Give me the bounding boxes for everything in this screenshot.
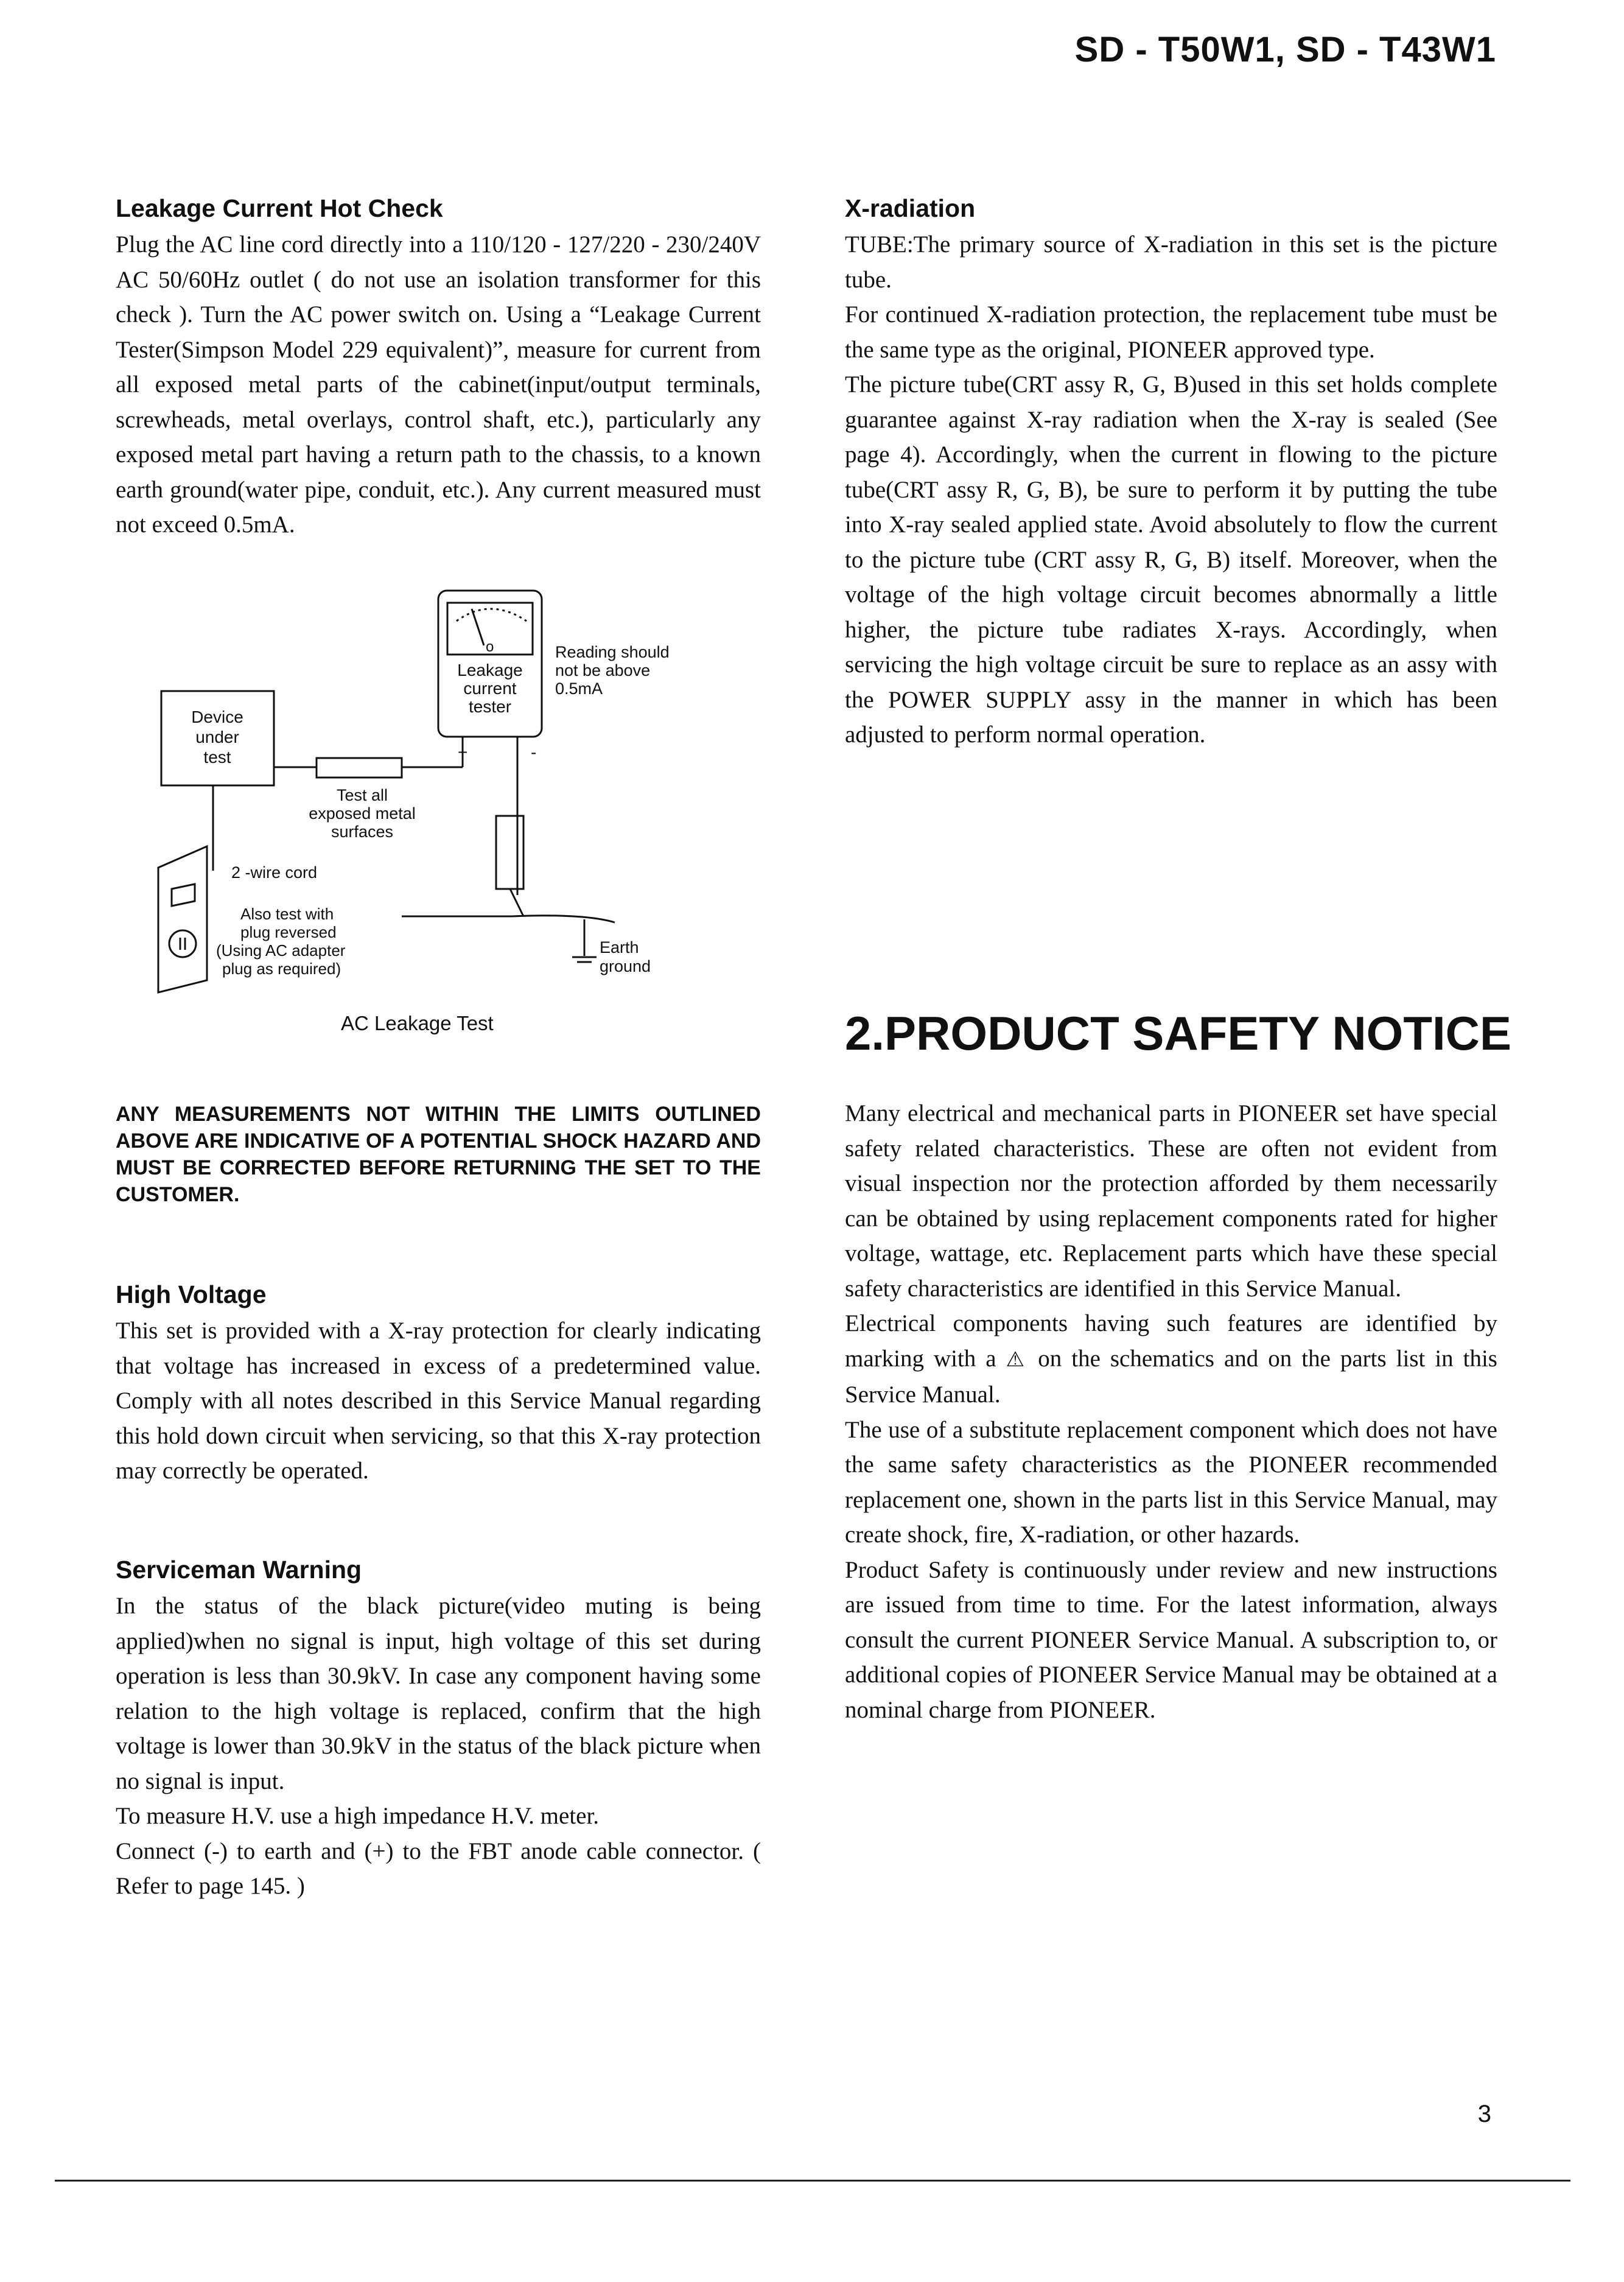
- reading-label-3: 0.5mA: [555, 679, 603, 698]
- product-safety-p2-a: Electrical components having such features are identified by marking with a: [845, 1310, 1497, 1372]
- xradiation-p2: For continued X-radiation protection, the replacement tube must be the same type as the original, PIONEER approved type.: [845, 301, 1497, 363]
- reading-label-1: Reading should: [555, 643, 670, 661]
- plus-label: +: [458, 743, 468, 762]
- measurement-warning: ANY MEASUREMENTS NOT WITHIN THE LIMITS OUTLINED ABOVE ARE INDICATIVE OF A POTENTIAL SHOCK HAZARD AND MUST BE CORRECTED BEFORE RETURNING THE SET TO THE CUSTOMER.: [116, 1103, 761, 1206]
- xradiation-p1: TUBE:The primary source of X-radiation in this set is the picture tube.: [845, 231, 1497, 293]
- tester-label-2: current: [463, 679, 517, 698]
- device-label-2: under: [195, 728, 239, 746]
- model-header: SD - T50W1, SD - T43W1: [1074, 30, 1496, 69]
- product-safety-title: 2.PRODUCT SAFETY NOTICE: [845, 1006, 1512, 1060]
- minus-label: -: [531, 743, 537, 762]
- serviceman-body-1: In the status of the black picture(video muting is being applied)when no signal is input, high voltage of this set during operation is less than 30.9kV. In case any component having some relation to the high voltage is replaced, confirm that the high voltage is lower than 30.9kV in the status of the black picture when no signal is input.: [116, 1593, 761, 1794]
- also-label-3: (Using AC adapter: [216, 941, 346, 960]
- product-safety-p3: The use of a substitute replacement component which does not have the same safety characteristics as the PIONEER recommended replacement one, shown in the parts list in this Service Manual, may create shock, fire, X-radiation, or other hazards.: [845, 1416, 1497, 1548]
- tester-label-1: Leakage: [457, 661, 523, 679]
- earth-label-1: Earth: [600, 938, 639, 957]
- serviceman-body-3: Connect (-) to earth and (+) to the FBT anode cable connector. ( Refer to page 145. ): [116, 1838, 761, 1900]
- xradiation-p3: The picture tube(CRT assy R, G, B)used in this set holds complete guarantee against X-ray radiation when the X-ray is sealed (See page 4). Accordingly, when the current in flowing to the picture tube(CRT assy R, G, B), be sure to perform it by putting the tube into X-ray sealed applied state. Avoid absolutely to flow the current to the picture tube (CRT assy R, G, B) itself. Moreover, when the voltage of the high voltage circuit becomes abnormally a little higher, the picture tube radiates X-rays. Accordingly, when servicing the high voltage circuit be sure to replace as an assy with the POWER SUPPLY assy in the manner in which has been adjusted to perform normal operation.: [845, 371, 1497, 748]
- product-safety-p1: Many electrical and mechanical parts in PIONEER set have special safety related characteristics. These are often not evident from visual inspection nor the protection afforded by them necessarily can be obtained by using replacement components rated for higher voltage, wattage, etc. Replacement parts which have these special safety characteristics are identified in this Service Manual.: [845, 1100, 1497, 1302]
- warning-triangle-icon: ⚠: [1006, 1347, 1029, 1372]
- serviceman-title: Serviceman Warning: [116, 1556, 362, 1584]
- meter-needle: [472, 609, 484, 645]
- ground-clip: [496, 816, 523, 889]
- cord-label: 2 -wire cord: [231, 863, 318, 882]
- test-all-label-2: exposed metal: [309, 804, 416, 823]
- test-all-label-3: surfaces: [331, 823, 394, 841]
- earth-label-2: ground: [600, 957, 651, 975]
- leakage-section: [116, 194, 761, 542]
- leakage-title: Leakage Current Hot Check: [116, 194, 443, 222]
- also-label-4: plug as required): [222, 960, 341, 978]
- leakage-body: Plug the AC line cord directly into a 110/120 - 127/220 - 230/240V AC 50/60Hz outlet ( do not use an isolation transformer for this check ). Turn the AC power switch on. Using a “Leakage Current Tester(Simpson Model 229 equivalent)”, measure for current from all exposed metal parts of the cabinet(input/output terminals, screwheads, metal overlays, control shaft, etc.), particularly any exposed metal part having a return path to the chassis, to a known earth ground(water pipe, conduit, etc.). Any current measured must not exceed 0.5mA.: [116, 231, 761, 538]
- xradiation-title: X-radiation: [845, 194, 976, 222]
- product-safety-p4: Product Safety is continuously under review and new instructions are issued from time to time. For the latest information, always consult the current PIONEER Service Manual. A subscription to, or additional copies of PIONEER Service Manual may be obtained at a nominal charge from PIONEER.: [845, 1556, 1497, 1723]
- test-all-label-1: Test all: [336, 786, 388, 804]
- product-safety-section: [845, 1096, 1497, 1727]
- reading-label-2: not be above: [555, 661, 651, 679]
- meter-arc: [457, 609, 527, 621]
- page-number: 3: [1477, 2101, 1491, 2127]
- tester-label-3: tester: [468, 697, 512, 716]
- ac-leakage-diagram: [146, 585, 706, 999]
- footer-rule: [55, 2180, 1570, 2182]
- also-label-2: plug reversed: [240, 923, 337, 941]
- product-safety-p2-b: on the schematics and on the parts list in this Service Manual.: [845, 1345, 1497, 1408]
- serviceman-section: [116, 1555, 761, 1904]
- device-label-1: Device: [191, 707, 243, 726]
- wall-outlet: [158, 846, 207, 992]
- high-voltage-body: This set is provided with a X-ray protection for clearly indicating that voltage has increased in excess of a predetermined value. Comply with all notes described in this Service Manual regarding this hold down circuit when servicing, so that this X-ray protection may correctly be operated.: [116, 1318, 761, 1484]
- high-voltage-section: [116, 1280, 761, 1489]
- diagram-caption: AC Leakage Test: [341, 1012, 494, 1034]
- xradiation-section: [845, 194, 1497, 753]
- test-probe: [317, 758, 402, 778]
- device-label-3: test: [203, 748, 231, 767]
- product-safety-p2: [845, 1306, 1497, 1413]
- also-label-1: Also test with: [240, 905, 334, 923]
- high-voltage-title: High Voltage: [116, 1280, 267, 1308]
- serviceman-body-2: To measure H.V. use a high impedance H.V. meter.: [116, 1803, 600, 1830]
- meter-zero-label: o: [486, 639, 494, 655]
- ground-bar: [402, 916, 615, 922]
